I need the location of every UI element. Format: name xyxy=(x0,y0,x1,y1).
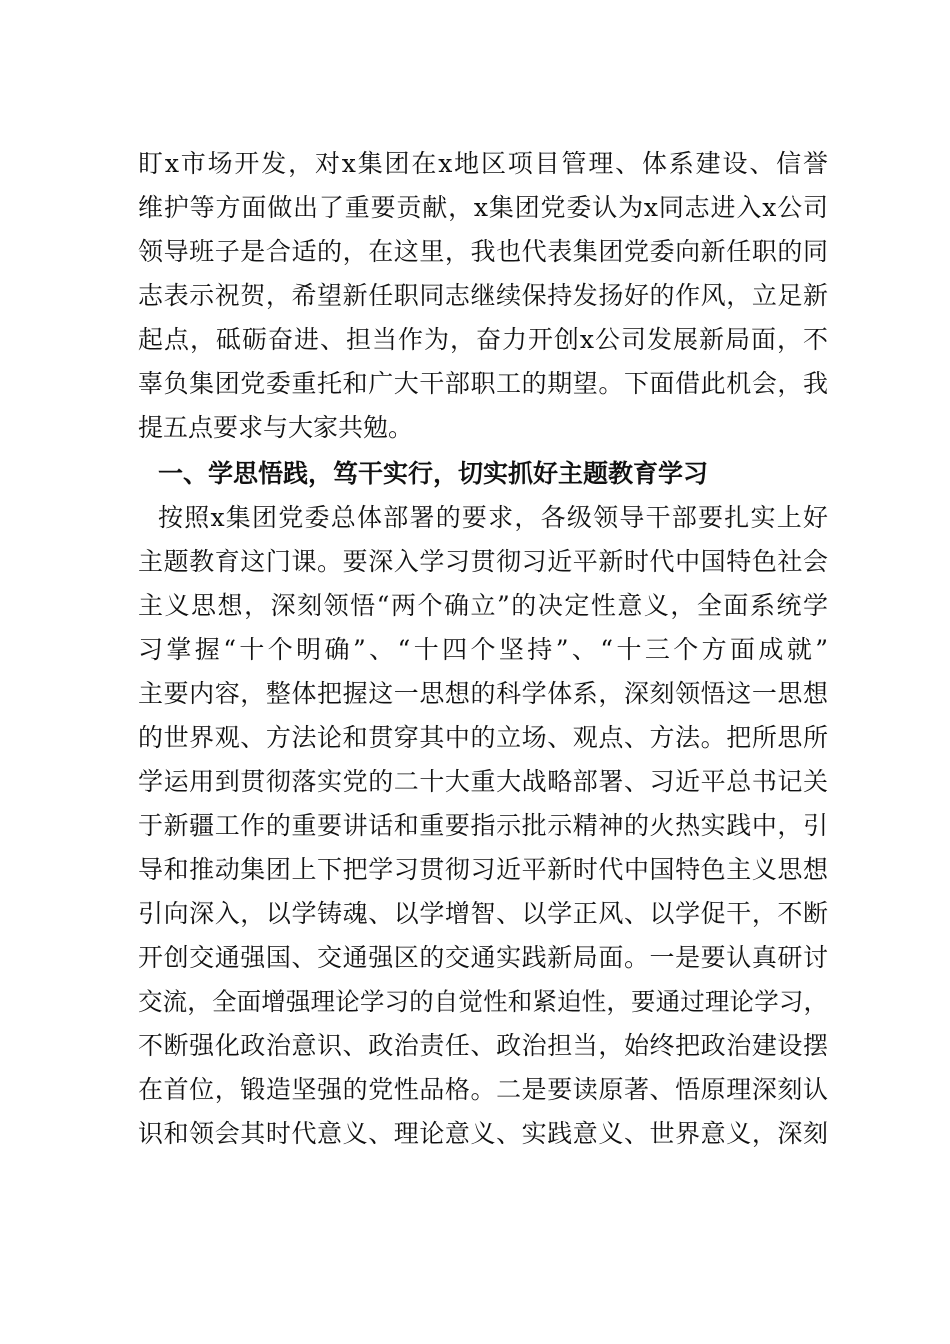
paragraph2-line-4: 习掌握“十个明确”、“十四个坚持”、“十三个方面成就” xyxy=(138,635,828,664)
paragraph1-line-2: 维护等方面做出了重要贡献，x集团党委认为x同志进入x公司 xyxy=(138,193,828,222)
paragraph2-line-1: 按照x集团党委总体部署的要求，各级领导干部要扎实上好 xyxy=(158,503,828,532)
paragraph2-line-7: 学运用到贯彻落实党的二十大重大战略部署、习近平总书记关 xyxy=(138,767,828,796)
paragraph2-line-3: 主义思想，深刻领悟“两个确立”的决定性意义，全面系统学 xyxy=(138,591,828,620)
paragraph2-line-12: 交流，全面增强理论学习的自觉性和紧迫性，要通过理论学习， xyxy=(138,987,828,1016)
section-heading-1: 一、学思悟践，笃干实行，切实抓好主题教育学习 xyxy=(158,459,709,488)
paragraph1-line-4: 志表示祝贺，希望新任职同志继续保持发扬好的作风，立足新 xyxy=(138,281,828,310)
paragraph2-line-6: 的世界观、方法论和贯穿其中的立场、观点、方法。把所思所 xyxy=(138,723,828,752)
paragraph1-line-5: 起点，砥砺奋进、担当作为，奋力开创x公司发展新局面，不 xyxy=(138,325,828,354)
paragraph1-line-7: 提五点要求与大家共勉。 xyxy=(138,413,414,442)
paragraph2-line-11: 开创交通强国、交通强区的交通实践新局面。一是要认真研讨 xyxy=(138,943,828,972)
paragraph2-line-9: 导和推动集团上下把学习贯彻习近平新时代中国特色主义思想 xyxy=(138,855,828,884)
paragraph2-line-10: 引向深入，以学铸魂、以学增智、以学正风、以学促干，不断 xyxy=(138,899,828,928)
paragraph2-line-2: 主题教育这门课。要深入学习贯彻习近平新时代中国特色社会 xyxy=(138,547,828,576)
paragraph1-line-6: 辜负集团党委重托和广大干部职工的期望。下面借此机会，我 xyxy=(138,369,828,398)
paragraph1-line-1: 盯x市场开发，对x集团在x地区项目管理、体系建设、信誉 xyxy=(138,149,828,178)
paragraph2-line-14: 在首位，锻造坚强的党性品格。二是要读原著、悟原理深刻认 xyxy=(138,1075,828,1104)
paragraph2-line-13: 不断强化政治意识、政治责任、政治担当，始终把政治建设摆 xyxy=(138,1031,828,1060)
paragraph2-line-5: 主要内容，整体把握这一思想的科学体系，深刻领悟这一思想 xyxy=(138,679,828,708)
paragraph2-line-15: 识和领会其时代意义、理论意义、实践意义、世界意义，深刻 xyxy=(138,1119,828,1148)
paragraph2-line-8: 于新疆工作的重要讲话和重要指示批示精神的火热实践中，引 xyxy=(138,811,828,840)
paragraph1-line-3: 领导班子是合适的，在这里，我也代表集团党委向新任职的同 xyxy=(138,237,828,266)
